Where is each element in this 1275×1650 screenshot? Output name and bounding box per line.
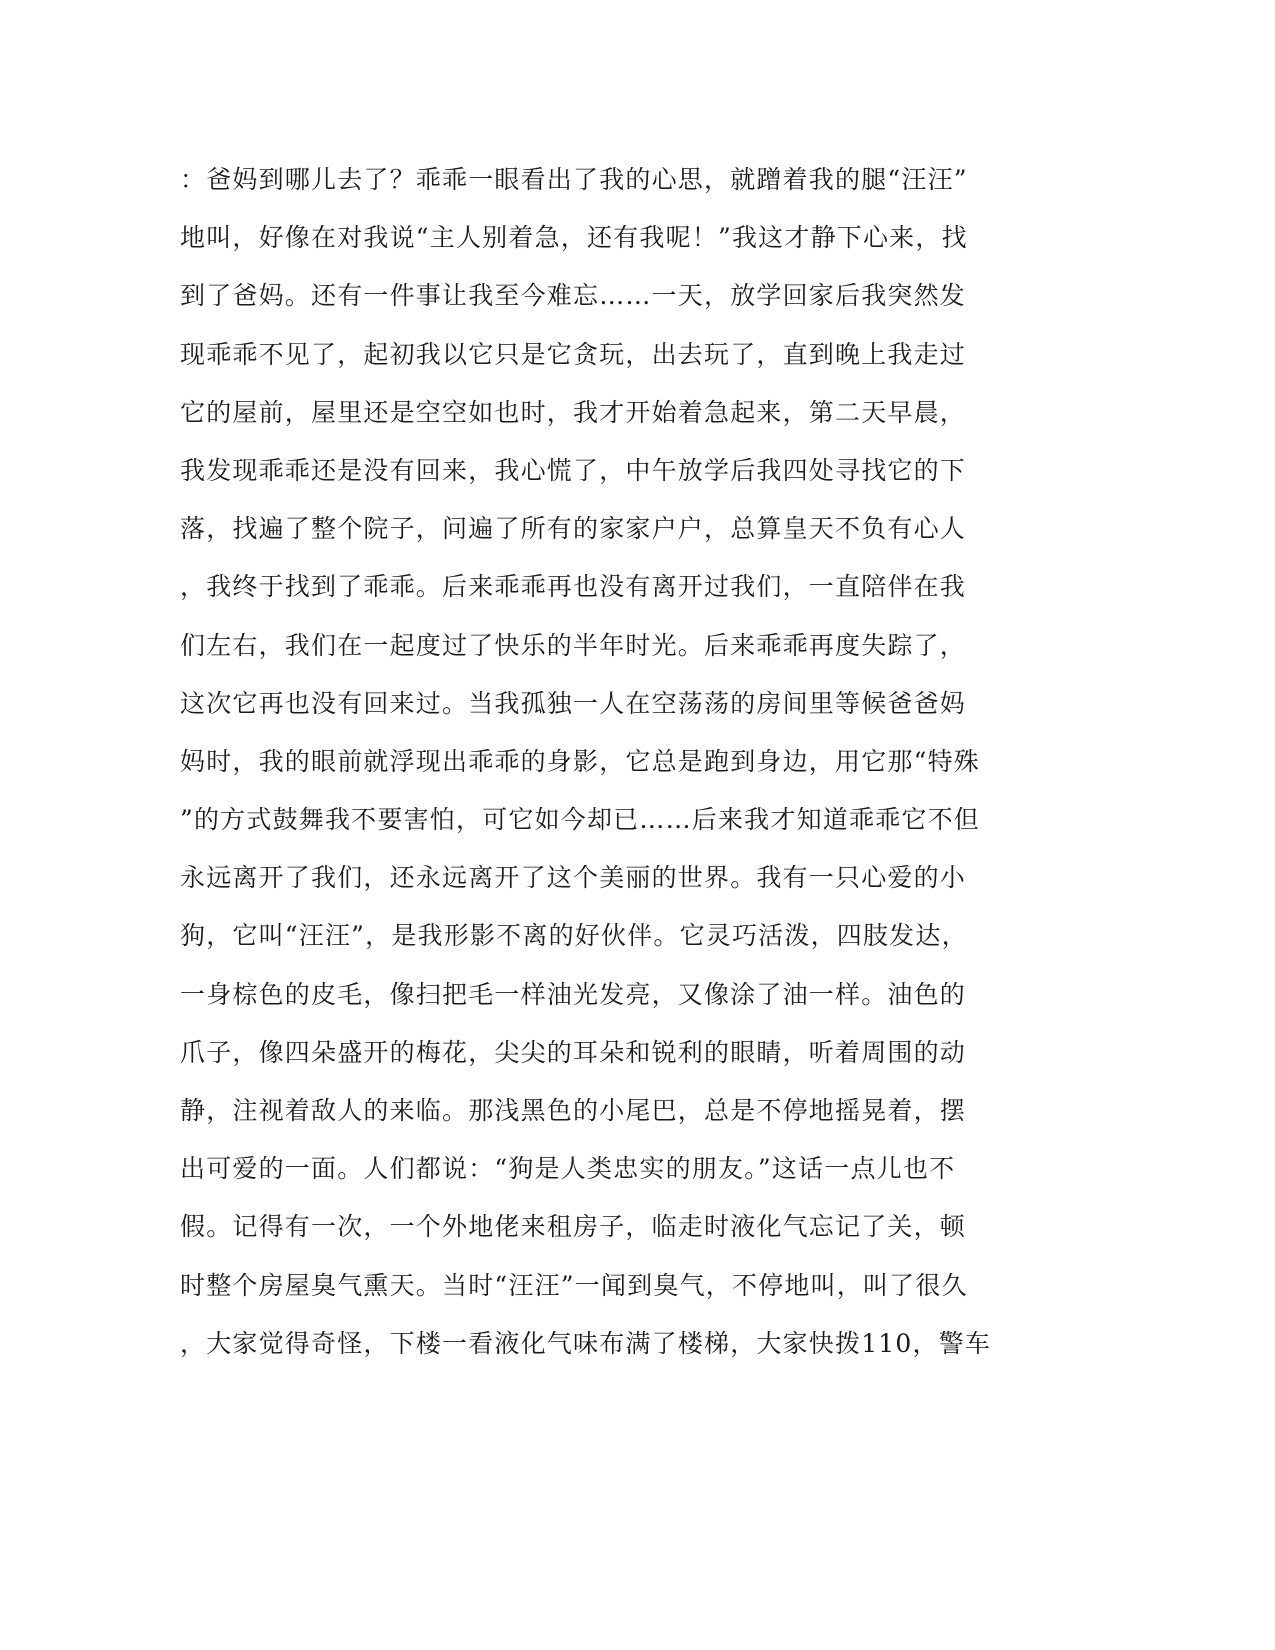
essay-text (180, 151, 1060, 1373)
text-line: 落，找遍了整个院子，问遍了所有的家家户户，总算皇天不负有心人 (180, 514, 967, 544)
text-line: 假。记得有一次，一个外地佬来租房子，临走时液化气忘记了关，顿 (180, 1212, 967, 1242)
text-line: 到了爸妈。还有一件事让我至今难忘……一天，放学回家后我突然发 (180, 281, 967, 311)
text-line: 妈时，我的眼前就浮现出乖乖的身影，它总是跑到身边，用它那“特殊 (180, 746, 980, 776)
text-line: ，我终于找到了乖乖。后来乖乖再也没有离开过我们，一直陪伴在我 (180, 572, 967, 602)
text-line: 时整个房屋臭气熏天。当时“汪汪”一闻到臭气，不停地叫，叫了很久 (180, 1270, 968, 1300)
text-line: ，大家觉得奇怪，下楼一看液化气味布满了楼梯，大家快拨110，警车 (180, 1328, 992, 1358)
text-line: 地叫，好像在对我说“主人别着急，还有我呢！”我这才静下心来，找 (180, 223, 968, 253)
text-line: 爪子，像四朵盛开的梅花，尖尖的耳朵和锐利的眼睛，听着周围的动 (180, 1037, 967, 1067)
text-line: 出可爱的一面。人们都说：“狗是人类忠实的朋友。”这话一点儿也不 (180, 1154, 956, 1184)
text-line: 这次它再也没有回来过。当我孤独一人在空荡荡的房间里等候爸爸妈 (180, 688, 967, 718)
text-line: 它的屋前，屋里还是空空如也时，我才开始着急起来，第二天早晨， (180, 397, 967, 427)
text-line: 静，注视着敌人的来临。那浅黑色的小尾巴，总是不停地摇晃着，摆 (180, 1096, 967, 1125)
text-line: 狗，它叫“汪汪”，是我形影不离的好伙伴。它灵巧活泼，四肢发达， (180, 921, 968, 951)
text-line: 现乖乖不见了，起初我以它只是它贪玩，出去玩了，直到晚上我走过 (180, 339, 967, 369)
text-line: ”的方式鼓舞我不要害怕，可它如今却已……后来我才知道乖乖它不但 (180, 805, 980, 835)
text-line: 们左右，我们在一起度过了快乐的半年时光。后来乖乖再度失踪了， (180, 630, 967, 660)
text-line: ：爸妈到哪儿去了？乖乖一眼看出了我的心思，就蹭着我的腿“汪汪” (180, 165, 968, 194)
text-line: 一身棕色的皮毛，像扫把毛一样油光发亮，又像涂了油一样。油色的 (180, 979, 967, 1009)
text-line: 我发现乖乖还是没有回来，我心慌了，中午放学后我四处寻找它的下 (180, 455, 967, 485)
text-line: 永远离开了我们，还永远离开了这个美丽的世界。我有一只心爱的小 (180, 863, 967, 893)
